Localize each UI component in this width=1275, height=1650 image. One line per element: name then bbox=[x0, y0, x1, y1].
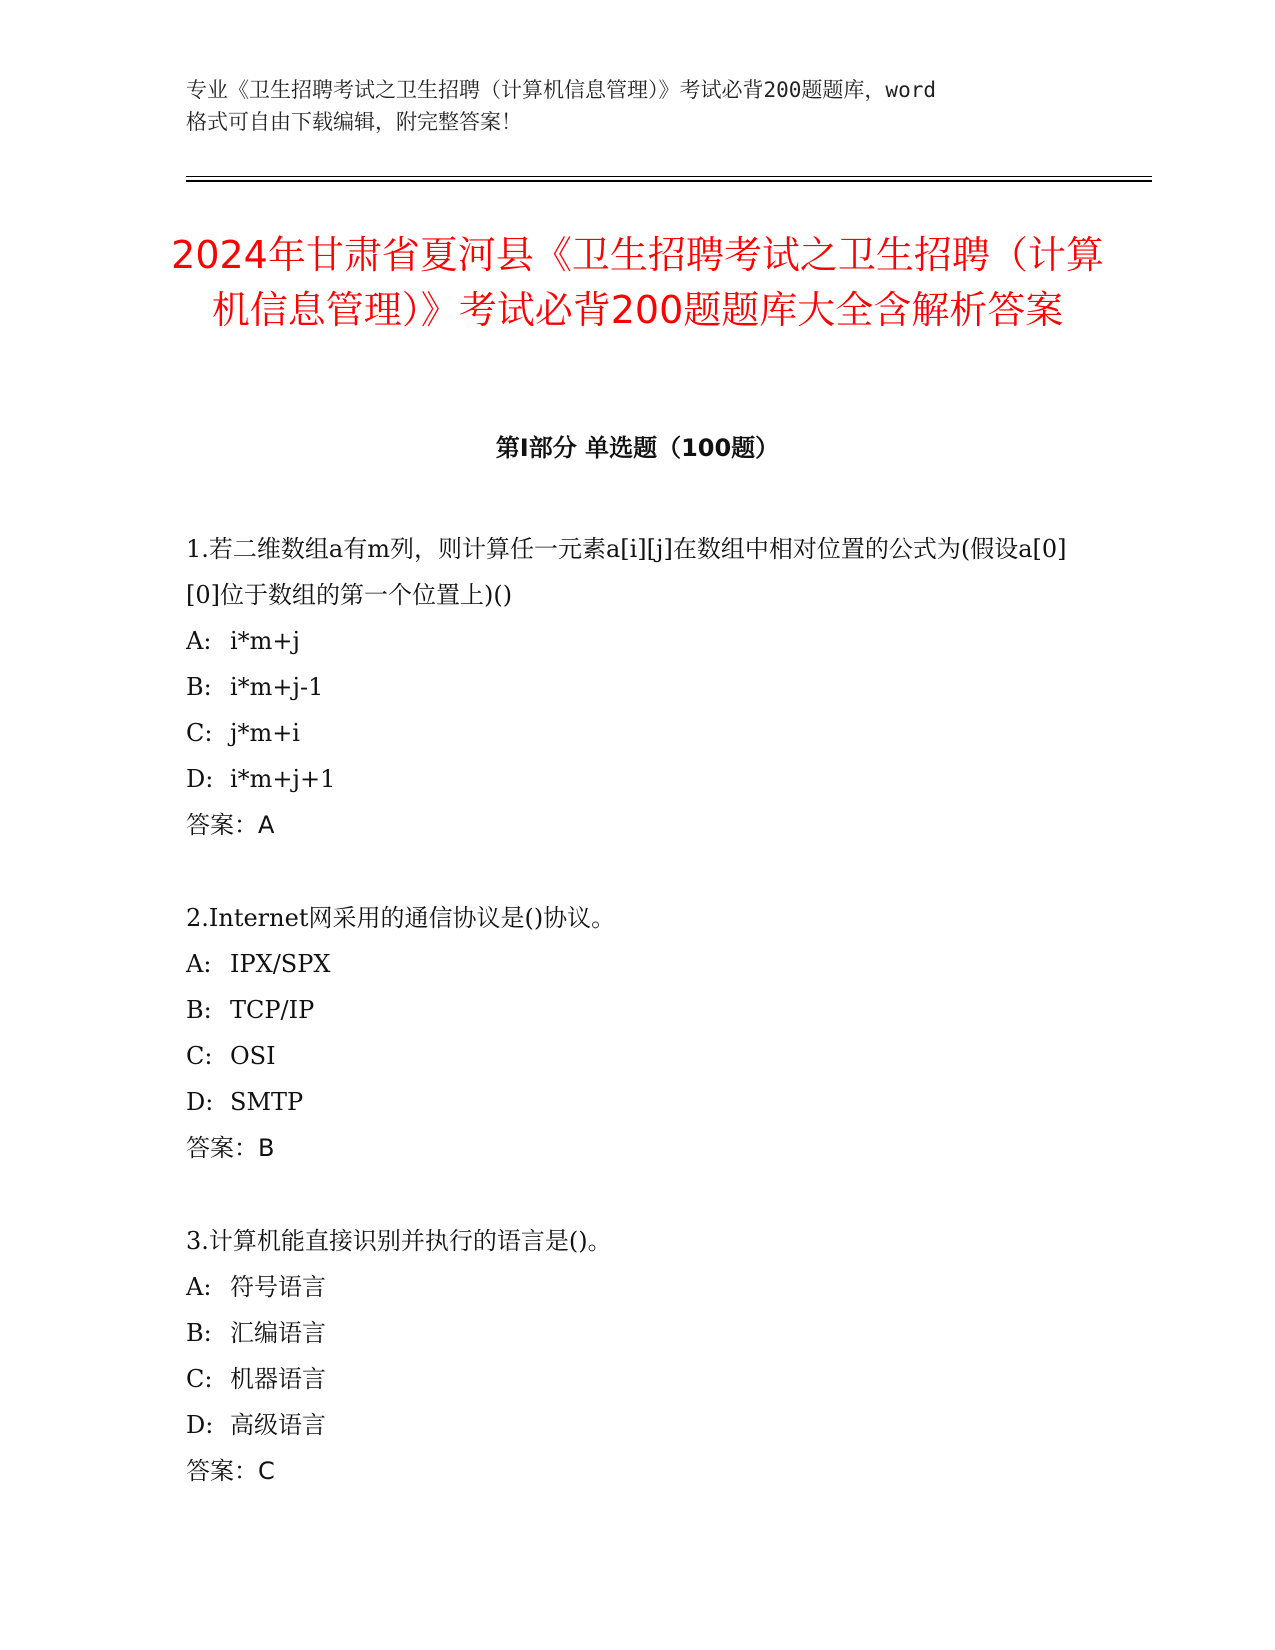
option-letter: A: bbox=[186, 627, 212, 655]
question-item bbox=[186, 1218, 1086, 1494]
option-c bbox=[186, 710, 1086, 756]
option-a bbox=[186, 1264, 1086, 1310]
document-title: 2024年甘肃省夏河县《卫生招聘考试之卫生招聘（计算机信息管理）》考试必背200题题库大全含解析答案 bbox=[171, 233, 1104, 332]
option-text: 高级语言 bbox=[230, 1411, 326, 1439]
answer-line: 答案：B bbox=[186, 1134, 275, 1162]
header-divider-thick bbox=[186, 180, 1152, 182]
option-d bbox=[186, 756, 1086, 802]
option-text: IPX/SPX bbox=[230, 950, 331, 978]
header-note-line-2: 格式可自由下载编辑，附完整答案！ bbox=[186, 110, 522, 134]
option-d bbox=[186, 1402, 1086, 1448]
option-text: 符号语言 bbox=[230, 1273, 326, 1301]
option-c bbox=[186, 1356, 1086, 1402]
option-text: i*m+j-1 bbox=[230, 673, 324, 701]
question-item bbox=[186, 895, 1086, 1171]
option-text: i*m+j+1 bbox=[230, 765, 336, 793]
option-letter: D: bbox=[186, 765, 214, 793]
header-note-line-1: 专业《卫生招聘考试之卫生招聘（计算机信息管理）》考试必背200题题库，word bbox=[186, 78, 936, 102]
option-b bbox=[186, 987, 1086, 1033]
question-stem: 1.若二维数组a有m列，则计算任一元素a[i][j]在数组中相对位置的公式为(假设a[0][0]位于数组的第一个位置上)() bbox=[186, 535, 1067, 609]
answer-line: 答案：A bbox=[186, 811, 275, 839]
question-item bbox=[186, 526, 1086, 848]
option-letter: A: bbox=[186, 950, 212, 978]
option-text: 汇编语言 bbox=[230, 1319, 326, 1347]
option-text: TCP/IP bbox=[230, 996, 315, 1024]
option-letter: C: bbox=[186, 1042, 213, 1070]
option-text: i*m+j bbox=[230, 627, 300, 655]
option-b bbox=[186, 664, 1086, 710]
option-letter: B: bbox=[186, 1319, 212, 1347]
option-text: SMTP bbox=[230, 1088, 304, 1116]
option-d bbox=[186, 1079, 1086, 1125]
question-list bbox=[186, 526, 1086, 1541]
option-b bbox=[186, 1310, 1086, 1356]
header-note bbox=[186, 74, 1086, 138]
option-letter: A: bbox=[186, 1273, 212, 1301]
option-text: j*m+i bbox=[230, 719, 300, 747]
option-letter: D: bbox=[186, 1411, 214, 1439]
question-stem: 3.计算机能直接识别并执行的语言是()。 bbox=[186, 1227, 612, 1255]
option-text: 机器语言 bbox=[230, 1365, 326, 1393]
question-stem: 2.Internet网采用的通信协议是()协议。 bbox=[186, 904, 616, 932]
option-letter: C: bbox=[186, 1365, 213, 1393]
option-text: OSI bbox=[230, 1042, 276, 1070]
option-a bbox=[186, 941, 1086, 987]
option-letter: B: bbox=[186, 996, 212, 1024]
answer-line: 答案：C bbox=[186, 1457, 275, 1485]
header-divider-thin bbox=[186, 176, 1152, 177]
section-heading: 第I部分 单选题（100题） bbox=[495, 434, 780, 462]
option-c bbox=[186, 1033, 1086, 1079]
option-letter: C: bbox=[186, 719, 213, 747]
option-a bbox=[186, 618, 1086, 664]
option-letter: B: bbox=[186, 673, 212, 701]
option-letter: D: bbox=[186, 1088, 214, 1116]
